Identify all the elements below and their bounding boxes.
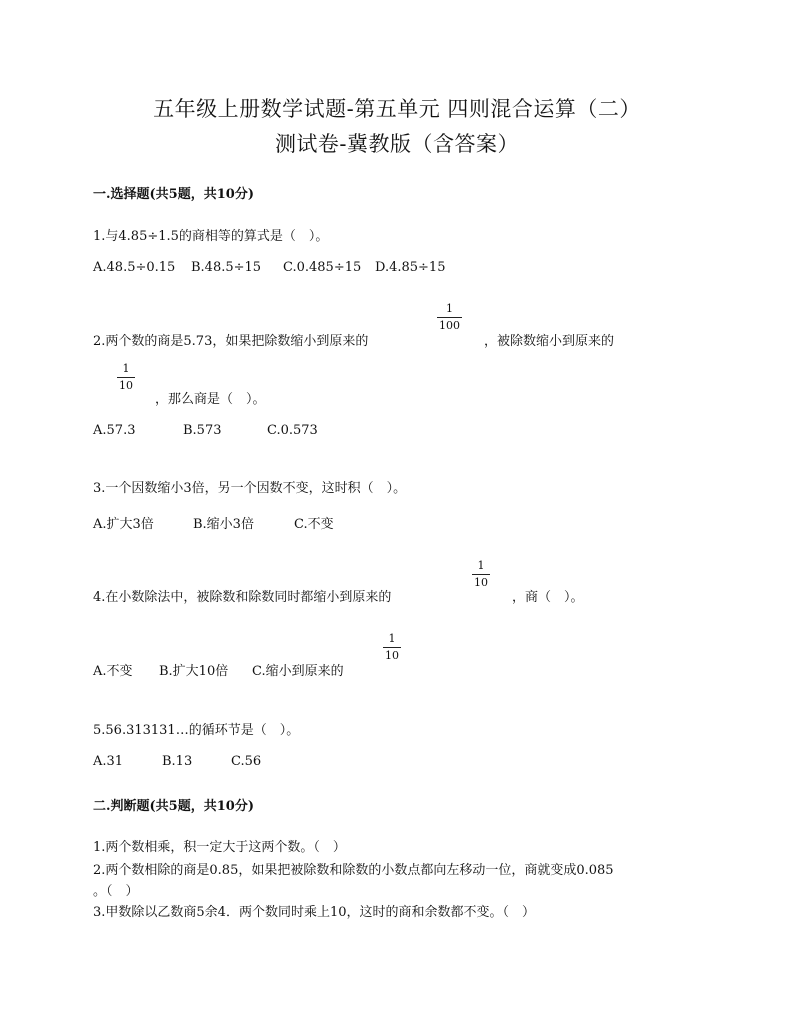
- option-b: B.48.5÷15: [191, 260, 262, 275]
- option-a: A.48.5÷0.15: [93, 260, 176, 275]
- section-heading-true-false: 二.判断题(共5题，共10分): [93, 799, 254, 814]
- tf-question-3: 3.甲数除以乙数商5余4．两个数同时乘上10，这时的商和余数都不变。（ ）: [93, 905, 535, 920]
- fraction-bar: [472, 574, 490, 575]
- fraction-numerator: 1: [477, 559, 485, 572]
- page-title-line2: 测试卷-冀教版（含答案）: [274, 132, 520, 156]
- fraction-bar: [437, 317, 462, 318]
- option-b: B.缩小3倍: [193, 517, 254, 532]
- fraction-bar: [383, 647, 401, 648]
- option-b: B.扩大10倍: [159, 664, 229, 679]
- tf-question-2-line1: 2.两个数相除的商是0.85，如果把被除数和除数的小数点都向左移动一位，商就变成0.085: [93, 863, 614, 878]
- fraction-one-tenth: [383, 633, 401, 661]
- fraction-one-tenth: [117, 363, 135, 391]
- question-2-text-a: 2.两个数的商是5.73，如果把除数缩小到原来的: [93, 334, 369, 349]
- option-b: B.573: [183, 423, 222, 438]
- tf-question-2-line2: 。（ ）: [93, 884, 139, 899]
- fraction-bar: [117, 377, 135, 378]
- fraction-numerator: 1: [388, 632, 396, 645]
- question-4-options: [93, 660, 344, 679]
- question-2-options: [93, 423, 318, 438]
- fraction-numerator: 1: [446, 302, 453, 315]
- fraction-denominator: 10: [474, 576, 488, 589]
- option-d: D.4.85÷15: [375, 260, 446, 275]
- fraction-denominator: 10: [119, 379, 133, 392]
- question-4-text-b: ，商（ ）。: [512, 590, 584, 605]
- option-a: A.57.3: [93, 423, 136, 438]
- question-2-text-b: ，被除数缩小到原来的: [484, 334, 615, 349]
- question-2-text-c: ，那么商是（ ）。: [155, 392, 266, 407]
- question-5-text: 5.56.313131…的循环节是（ ）。: [93, 723, 300, 738]
- option-a: A.不变: [93, 664, 133, 679]
- question-3-options: [93, 513, 334, 532]
- question-1-options: [93, 260, 445, 275]
- option-c: C.0.485÷15: [283, 260, 362, 275]
- option-c: C.缩小到原来的: [252, 664, 344, 679]
- tf-question-1: 1.两个数相乘，积一定大于这两个数。（ ）: [93, 840, 346, 855]
- question-1-text: 1.与4.85÷1.5的商相等的算式是（ ）。: [93, 229, 329, 244]
- option-c: C.不变: [294, 517, 334, 532]
- question-4-text-a: 4.在小数除法中，被除数和除数同时都缩小到原来的: [93, 590, 392, 605]
- question-3-text: 3.一个因数缩小3倍，另一个因数不变，这时积（ ）。: [93, 481, 407, 496]
- fraction-one-tenth: [472, 560, 490, 588]
- option-a: A.扩大3倍: [93, 517, 154, 532]
- fraction-denominator: 100: [439, 319, 460, 332]
- option-c: C.56: [231, 754, 262, 769]
- option-b: B.13: [162, 754, 193, 769]
- fraction-numerator: 1: [122, 362, 130, 375]
- page-title-line1: 五年级上册数学试题-第五单元 四则混合运算（二）: [153, 97, 641, 121]
- fraction-one-hundredth: [437, 303, 462, 331]
- fraction-denominator: 10: [385, 649, 399, 662]
- question-5-options: [93, 754, 261, 769]
- section-heading-choice: 一.选择题(共5题，共10分): [93, 187, 254, 202]
- option-c: C.0.573: [267, 423, 318, 438]
- option-a: A.31: [93, 754, 124, 769]
